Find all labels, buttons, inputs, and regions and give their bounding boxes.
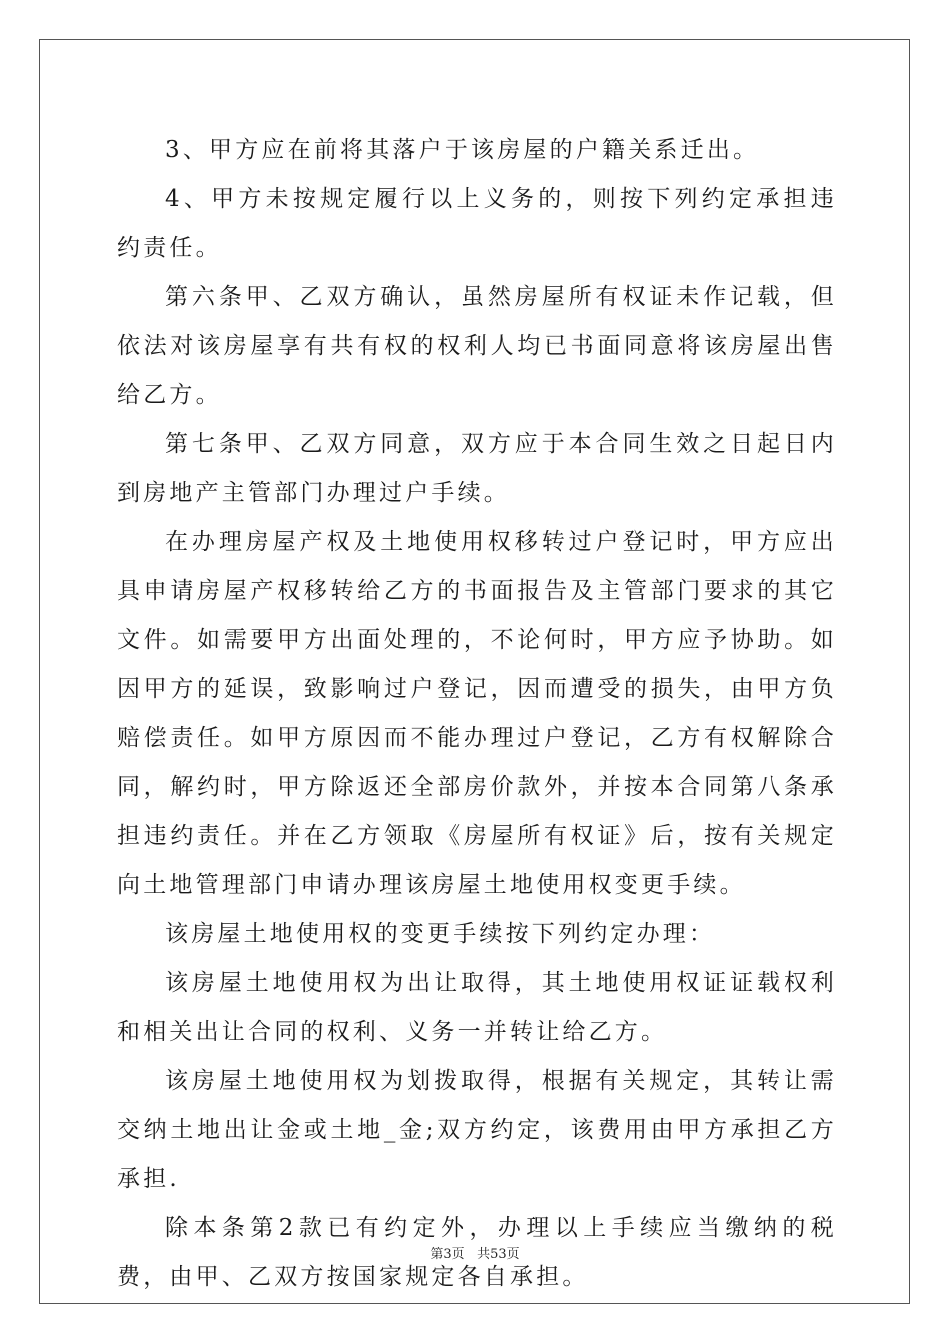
paragraph-article-6: 第六条甲、乙双方确认，虽然房屋所有权证未作记载，但依法对该房屋享有共有权的权利人均已书面同意将该房屋出售给乙方。 <box>117 284 837 408</box>
paragraph-clause-3: 3、甲方应在前将其落户于该房屋的户籍关系迁出。 <box>165 137 760 163</box>
paragraph-land-transfer-grant: 该房屋土地使用权为出让取得，其土地使用权证证载权利和相关出让合同的权利、义务一并转让给乙方。 <box>117 970 837 1045</box>
paragraph-clause-4: 4、甲方未按规定履行以上义务的，则按下列约定承担违约责任。 <box>117 186 837 261</box>
page-total: 共53页 <box>477 1247 520 1262</box>
paragraph-land-use-change: 该房屋土地使用权的变更手续按下列约定办理： <box>165 921 716 947</box>
page-number: 第3页 <box>430 1247 465 1262</box>
page-footer <box>0 1247 950 1263</box>
paragraph-article-7: 第七条甲、乙双方同意，双方应于本合同生效之日起日内到房地产主管部门办理过户手续。 <box>117 431 837 506</box>
paragraph-land-allocation: 该房屋土地使用权为划拨取得，根据有关规定，其转让需交纳土地出让金或土地_金;双方约定，该费用由甲方承担乙方承担. <box>117 1068 837 1192</box>
document-body <box>117 126 837 1302</box>
paragraph-taxes-fees: 除本条第2款已有约定外，办理以上手续应当缴纳的税费，由甲、乙双方按国家规定各自承担。 <box>117 1215 837 1290</box>
paragraph-transfer-registration: 在办理房屋产权及土地使用权移转过户登记时，甲方应出具申请房屋产权移转给乙方的书面报告及主管部门要求的其它文件。如需要甲方出面处理的，不论何时，甲方应予协助。如因甲方的延误，致影响过户登记，因而遭受的损失，由甲方负赔偿责任。如甲方原因而不能办理过户登记，乙方有权解除合同，解约时，甲方除返还全部房价款外，并按本合同第八条承担违约责任。并在乙方领取《房屋所有权证》后，按有关规定向土地管理部门申请办理该房屋土地使用权变更手续。 <box>117 529 837 898</box>
